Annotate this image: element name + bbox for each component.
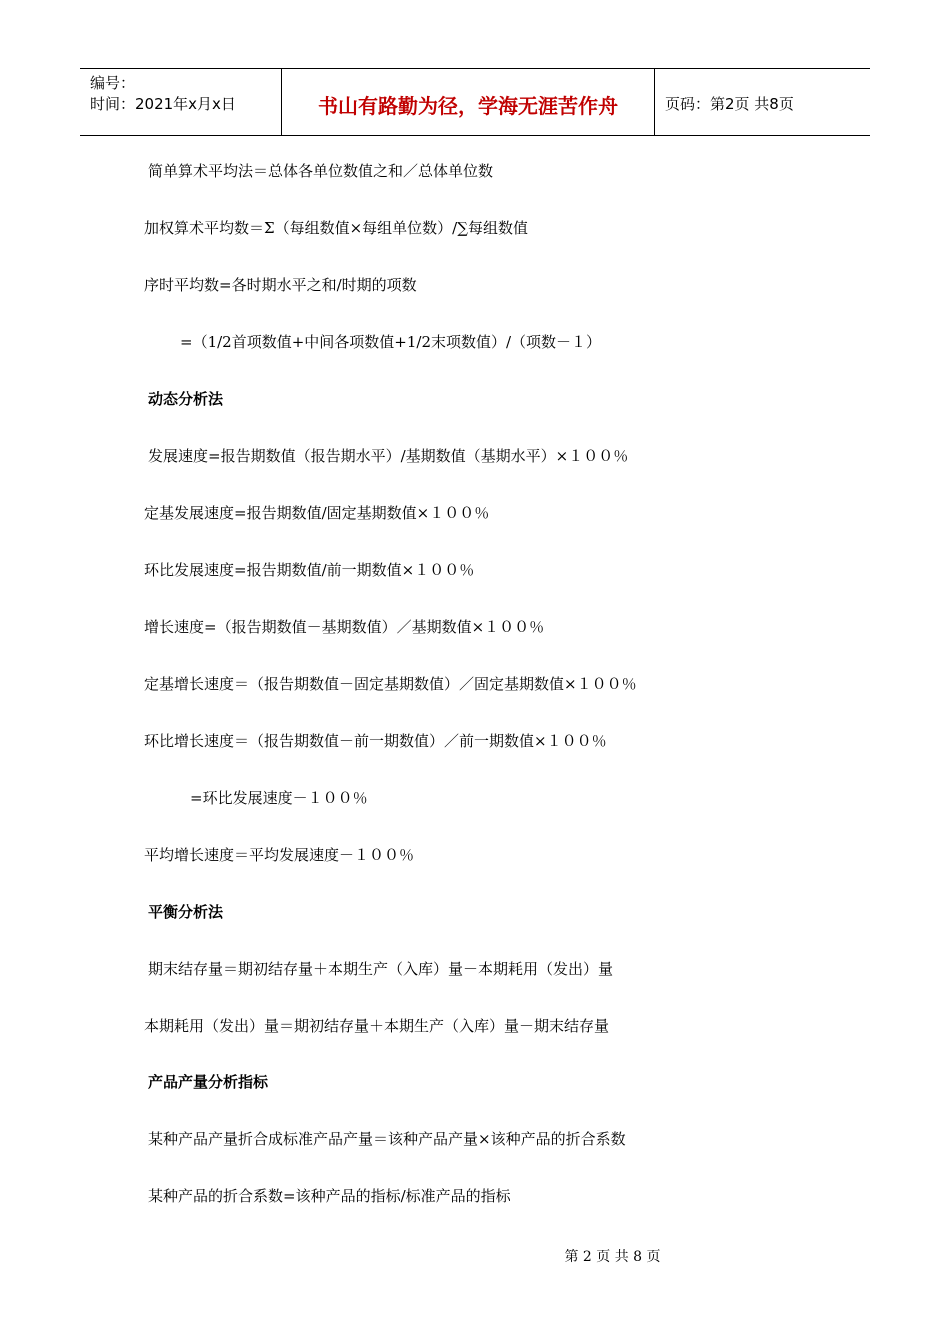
formula-standard-output: 某种产品产量折合成标准产品产量＝该种产品产量×该种产品的折合系数 xyxy=(148,1130,626,1148)
header-slogan: 书山有路勤为径，学海无涯苦作舟 xyxy=(282,69,655,135)
formula-fixed-base-development: 定基发展速度=报告期数值/固定基期数值×１００％ xyxy=(144,504,490,522)
header-meta xyxy=(80,69,282,135)
formula-growth-speed: 增长速度=（报告期数值－基期数值）／基期数值×１００％ xyxy=(144,618,545,636)
time-label: 时间：2021年x月x日 xyxy=(90,95,236,113)
formula-ending-stock: 期末结存量＝期初结存量＋本期生产（入库）量－本期耗用（发出）量 xyxy=(148,960,614,978)
formula-conversion-factor: 某种产品的折合系数=该种产品的指标/标准产品的指标 xyxy=(148,1187,511,1205)
formula-chain-development: 环比发展速度=报告期数值/前一期数值×１００％ xyxy=(144,561,475,579)
header-page-info: 页码：第2页 共8页 xyxy=(665,94,794,113)
formula-consumption: 本期耗用（发出）量＝期初结存量＋本期生产（入库）量－期末结存量 xyxy=(144,1017,610,1035)
page-footer xyxy=(0,1246,950,1266)
formula-weighted-mean: 加权算术平均数＝Σ（每组数值×每组单位数）/∑每组数值 xyxy=(144,219,528,237)
formula-chain-growth-alt: =环比发展速度－１００％ xyxy=(190,789,368,807)
section-heading-dynamic: 动态分析法 xyxy=(148,390,224,408)
formula-average-growth: 平均增长速度＝平均发展速度－１００％ xyxy=(144,846,415,864)
page-header xyxy=(80,68,870,136)
section-heading-balance: 平衡分析法 xyxy=(148,903,224,921)
serial-label: 编号： xyxy=(90,74,136,92)
formula-simple-mean: 简单算术平均法＝总体各单位数值之和／总体单位数 xyxy=(148,162,494,180)
formula-fixed-base-growth: 定基增长速度＝（报告期数值－固定基期数值）／固定基期数值×１００％ xyxy=(144,675,637,693)
formula-chronological-mean: 序时平均数=各时期水平之和/时期的项数 xyxy=(144,276,417,294)
footer-page-number: 第 2 页 共 8 页 xyxy=(564,1249,661,1265)
section-heading-output: 产品产量分析指标 xyxy=(148,1073,269,1091)
formula-chronological-mean-alt: =（1/2首项数值+中间各项数值+1/2末项数值）/（项数－１） xyxy=(180,333,602,351)
formula-chain-growth: 环比增长速度＝（报告期数值－前一期数值）／前一期数值×１００％ xyxy=(144,732,607,750)
formula-development-speed: 发展速度=报告期数值（报告期水平）/基期数值（基期水平）×１００％ xyxy=(148,447,629,465)
